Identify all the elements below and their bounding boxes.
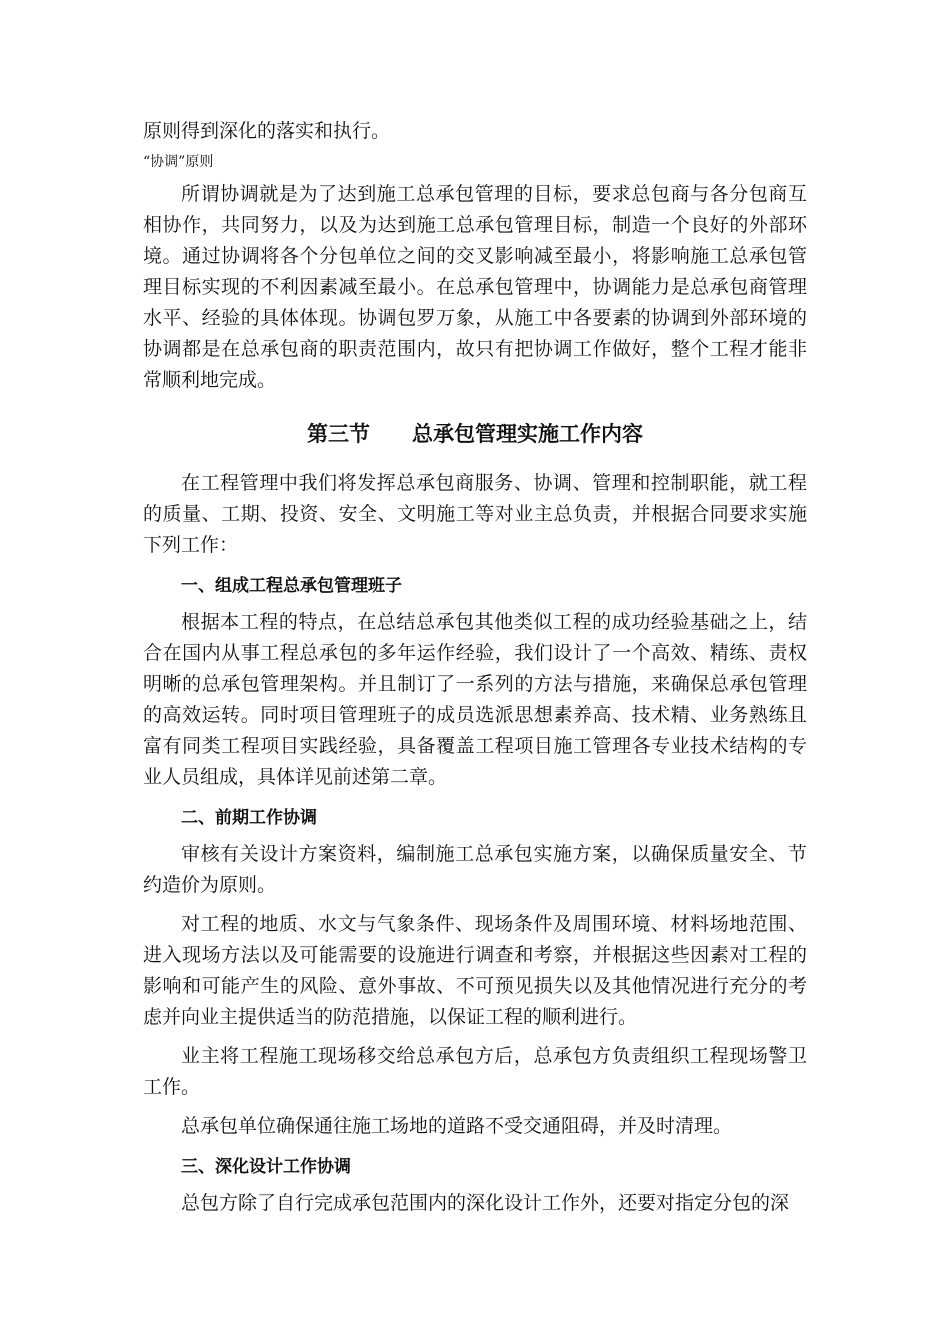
continuation-line: 原则得到深化的落实和执行。	[143, 120, 391, 142]
paragraph-design: 总包方除了自行完成承包范围内的深化设计工作外，还要对指定分包的深	[181, 1192, 790, 1214]
paragraph-road: 总承包单位确保通往施工场地的道路不受交通阻碍，并及时清理。	[181, 1115, 733, 1137]
paragraph-coordination: 所谓协调就是为了达到施工总承包管理的目标，要求总包商与各分包商互相协作，共同努力，以及为达到施工总承包管理目标，制造一个良好的外部环境。通过协调将各个分包单位之间的交叉影响减至最小，将影响施工总承包管理目标实现的不利因素减至最小。在总承包管理中，协调能力是总承包商管理水平、经验的具体体现。协调包罗万象，从施工中各要素的协调到外部环境的协调都是在总承包商的职责范围内，故只有把协调工作做好，整个工程才能非常顺利地完成。	[143, 183, 807, 391]
document-page	[143, 116, 807, 1219]
paragraph-site-handover: 业主将工程施工现场移交给总承包方后，总承包方负责组织工程现场警卫工作。	[143, 1045, 807, 1098]
subheading-1: 一、组成工程总承包管理班子	[181, 576, 402, 596]
paragraph-intro: 在工程管理中我们将发挥总承包商服务、协调、管理和控制职能，就工程的质量、工期、投资、安全、文明施工等对业主总负责，并根据合同要求实施下列工作：	[143, 472, 807, 556]
principle-label: “协调”原则	[143, 154, 214, 170]
paragraph-survey: 对工程的地质、水文与气象条件、现场条件及周围环境、材料场地范围、进入现场方法以及可能需要的设施进行调查和考察，并根据这些因素对工程的影响和可能产生的风险、意外事故、不可预见损失以及其他情况进行充分的考虑并向业主提供适当的防范措施，以保证工程的顺利进行。	[143, 913, 807, 1028]
subheading-2: 二、前期工作协调	[181, 808, 317, 828]
section-title: 第三节 总承包管理实施工作内容	[307, 422, 643, 446]
paragraph-team: 根据本工程的特点，在总结总承包其他类似工程的成功经验基础之上，结合在国内从事工程总承包的多年运作经验，我们设计了一个高效、精练、责权明晰的总承包管理架构。并且制订了一系列的方法与措施，来确保总承包管理的高效运转。同时项目管理班子的成员选派思想素养高、技术精、业务熟练且富有同类工程项目实践经验，具备覆盖工程项目施工管理各专业技术结构的专业人员组成，具体详见前述第二章。	[143, 611, 807, 788]
paragraph-review: 审核有关设计方案资料，编制施工总承包实施方案，以确保质量安全、节约造价为原则。	[143, 843, 807, 896]
subheading-3: 三、深化设计工作协调	[181, 1157, 351, 1177]
